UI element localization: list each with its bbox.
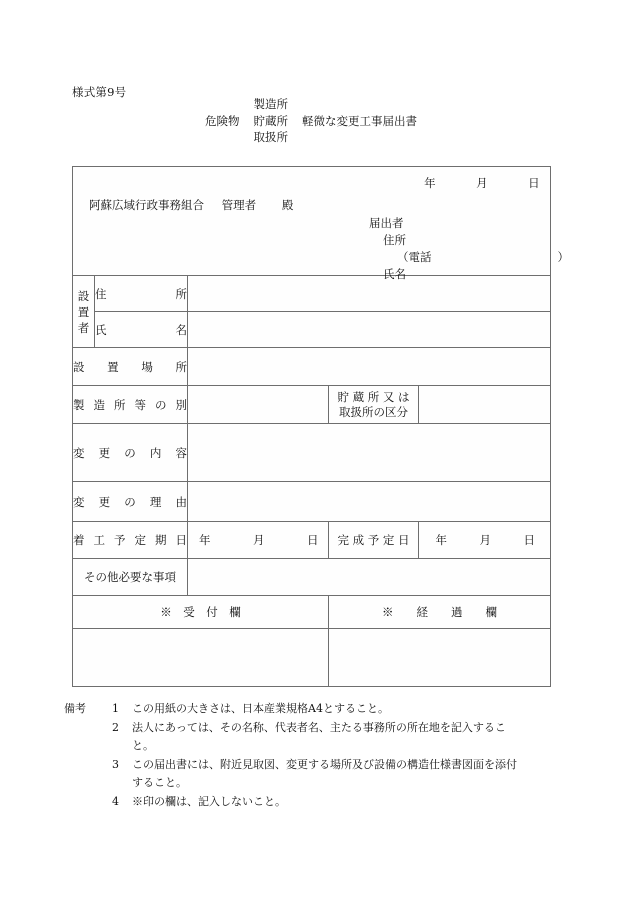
installer-name-input[interactable] bbox=[188, 312, 551, 348]
facility-type-seizousho: 製造所 bbox=[253, 97, 288, 111]
remark-item-4 bbox=[64, 793, 574, 812]
submitter-address-label: 住所 bbox=[383, 233, 406, 247]
progress-section-label: ※ 経 過 欄 bbox=[329, 596, 551, 629]
remark-item-2 bbox=[64, 719, 574, 738]
installer-address-label: 住 所 bbox=[95, 276, 188, 312]
addressee-organization: 阿蘇広域行政事務組合 bbox=[89, 198, 204, 212]
submission-date-line bbox=[424, 175, 538, 191]
table-row-change-reason bbox=[73, 482, 551, 522]
installer-label-char-1: 設 bbox=[77, 288, 90, 303]
remark-continuation-2: と。 bbox=[132, 739, 154, 752]
storage-division-label-line2: 取扱所の区分 bbox=[339, 404, 408, 419]
submitter-tel-open: （電話 bbox=[397, 250, 432, 264]
form-number: 様式第9号 bbox=[72, 85, 127, 99]
storage-division-label-line1: 貯 蔵 所 又 は bbox=[337, 389, 410, 404]
submitter-label: 届出者 bbox=[369, 216, 404, 230]
table-row-change-content bbox=[73, 424, 551, 482]
completion-date-month: 月 bbox=[479, 533, 492, 547]
facility-type-input[interactable] bbox=[188, 386, 329, 424]
facility-type-chozousho: 貯蔵所 bbox=[253, 113, 288, 128]
remark-text-3: この届出書には、附近見取図、変更する場所及び設備の構造仕様書図面を添付 bbox=[132, 757, 517, 771]
remark-continuation-3: すること。 bbox=[132, 776, 187, 789]
storage-division-input[interactable] bbox=[419, 386, 551, 424]
remark-item-1 bbox=[64, 700, 574, 719]
table-row-installer-name bbox=[73, 312, 551, 348]
completion-date-year: 年 bbox=[435, 533, 448, 547]
table-row-dates bbox=[73, 522, 551, 559]
facility-type-toriatsukaisho: 取扱所 bbox=[253, 130, 288, 144]
document-title bbox=[205, 96, 417, 146]
installer-group-label bbox=[73, 276, 95, 348]
installer-label-char-2: 置 bbox=[77, 304, 90, 319]
remark-number-4: 4 bbox=[112, 794, 119, 808]
start-date-year: 年 bbox=[199, 533, 211, 547]
submitter-name-label: 氏名 bbox=[383, 267, 406, 281]
other-matters-label: その他必要な事項 bbox=[73, 559, 188, 596]
change-reason-input[interactable] bbox=[188, 482, 551, 522]
completion-date-input[interactable] bbox=[419, 522, 551, 559]
remark-text-1: この用紙の大きさは、日本産業規格A4とすること。 bbox=[132, 702, 389, 715]
table-row-official-headings bbox=[73, 596, 551, 629]
remark-text-2: 法人にあっては、その名称、代表者名、主たる事務所の所在地を記入するこ bbox=[132, 720, 506, 734]
completion-date-label: 完 成 予 定 日 bbox=[329, 522, 419, 559]
table-row-facility-type bbox=[73, 386, 551, 424]
table-row-official-boxes bbox=[73, 629, 551, 687]
submitter-tel-line bbox=[369, 249, 569, 266]
header-cell bbox=[73, 167, 569, 281]
remark-item-3 bbox=[64, 756, 574, 775]
remark-number-2: 2 bbox=[112, 720, 119, 734]
change-content-input[interactable] bbox=[188, 424, 551, 482]
remarks-label: 備考 bbox=[64, 702, 86, 715]
date-day-label: 日 bbox=[528, 176, 540, 190]
change-content-label: 変 更 の 内 容 bbox=[73, 424, 188, 482]
table-row-header bbox=[73, 167, 551, 276]
facility-type-stack bbox=[254, 96, 289, 146]
table-row-other-matters bbox=[73, 559, 551, 596]
location-label: 設 置 場 所 bbox=[73, 348, 188, 386]
remark-text-4: ※印の欄は、記入しないこと。 bbox=[132, 794, 286, 808]
addressee-line bbox=[89, 197, 293, 213]
start-date-units bbox=[188, 532, 328, 548]
form-table bbox=[72, 166, 569, 687]
submitter-tel-close: ） bbox=[557, 250, 569, 264]
date-year-label: 年 bbox=[424, 176, 436, 190]
storage-division-label bbox=[329, 386, 419, 424]
start-date-month: 月 bbox=[253, 533, 265, 547]
other-matters-input[interactable] bbox=[188, 559, 551, 596]
submitter-block bbox=[369, 215, 569, 283]
addressee-honorific: 殿 bbox=[281, 198, 294, 212]
installer-label-char-3: 者 bbox=[77, 320, 90, 335]
start-date-label: 着 工 予 定 期 日 bbox=[73, 522, 188, 559]
start-date-input[interactable] bbox=[188, 522, 329, 559]
title-category: 危険物 bbox=[205, 113, 240, 128]
title-main-text: 軽微な変更工事届出書 bbox=[302, 113, 417, 128]
completion-date-day: 日 bbox=[523, 533, 536, 547]
table-row-location bbox=[73, 348, 551, 386]
remark-number-3: 3 bbox=[112, 757, 119, 771]
facility-type-label: 製 造 所 等 の 別 bbox=[73, 386, 188, 424]
addressee-role: 管理者 bbox=[221, 198, 257, 212]
progress-section-input[interactable] bbox=[329, 629, 551, 687]
change-reason-label: 変 更 の 理 由 bbox=[73, 482, 188, 522]
reception-section-label: ※ 受 付 欄 bbox=[73, 596, 329, 629]
date-month-label: 月 bbox=[476, 176, 488, 190]
installer-name-label: 氏 名 bbox=[95, 312, 188, 348]
remark-number-1: 1 bbox=[112, 702, 119, 715]
reception-section-input[interactable] bbox=[73, 629, 329, 687]
start-date-day: 日 bbox=[307, 533, 319, 547]
remarks-section bbox=[64, 700, 574, 811]
location-input[interactable] bbox=[188, 348, 551, 386]
completion-date-units bbox=[419, 532, 550, 548]
